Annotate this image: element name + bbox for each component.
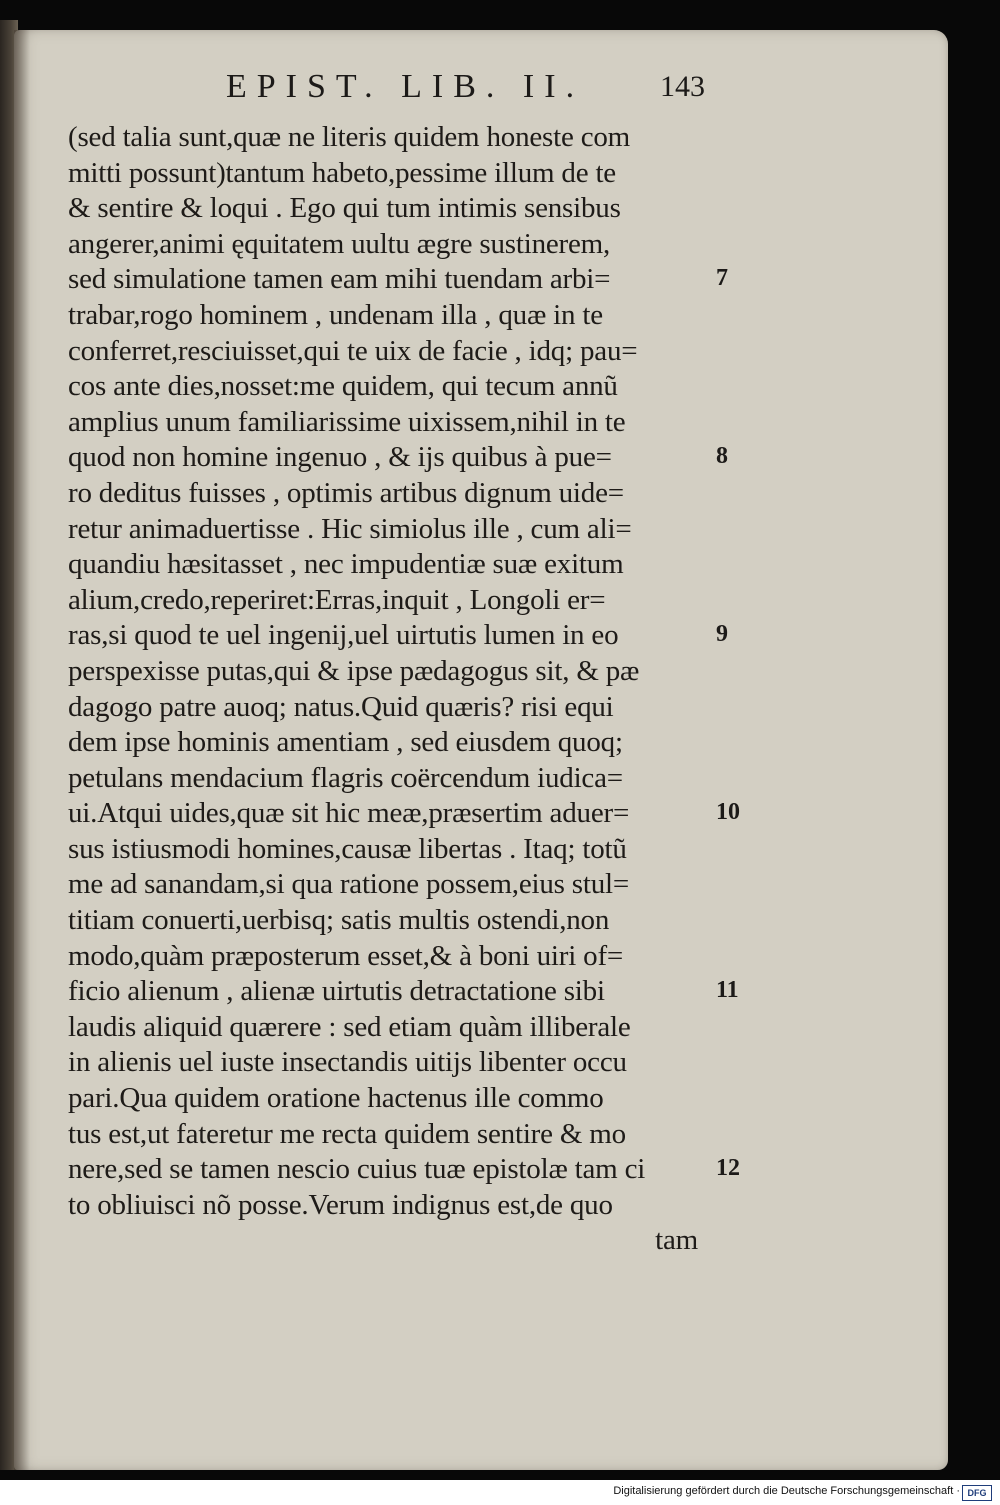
margin-section-number: 11 xyxy=(716,977,739,1004)
text-line: (sed talia sunt,quæ ne literis quidem honeste com xyxy=(68,121,631,153)
digitization-footer xyxy=(0,1480,1000,1505)
text-line: tus est,ut fateretur me recta quidem sentire & mo xyxy=(68,1117,626,1150)
text-line: sed simulatione tamen eam mihi tuendam arbi= xyxy=(68,263,611,296)
text-line: in alienis uel iuste insectandis uitijs libenter occu xyxy=(68,1046,627,1079)
margin-section-number: 7 xyxy=(716,265,728,292)
text-line: dem ipse hominis amentiam , sed eiusdem quoq; xyxy=(68,726,623,759)
text-line: trabar,rogo hominem , undenam illa , quæ in te xyxy=(68,298,603,331)
text-line: angerer,animi ęquitatem uultu ægre sustinerem, xyxy=(68,227,611,260)
page-header xyxy=(0,68,1000,108)
text-line: laudis aliquid quærere : sed etiam quàm illiberale xyxy=(68,1010,631,1043)
page-gutter-shadow xyxy=(14,30,30,1470)
margin-section-number: 8 xyxy=(716,443,728,470)
text-line: sus istiusmodi homines,causæ libertas . Itaq; totũ xyxy=(68,832,627,865)
margin-section-number: 9 xyxy=(716,621,728,648)
text-line: quandiu hæsitasset , nec impudentiæ suæ exitum xyxy=(68,548,624,581)
page-number: 143 xyxy=(660,70,705,103)
body-text xyxy=(68,120,748,1259)
text-line: conferret,resciuisset,qui te uix de facie , idq; pau= xyxy=(68,334,638,367)
text-line: & sentire & loqui . Ego qui tum intimis sensibus xyxy=(68,192,621,225)
text-line: titiam conuerti,uerbisq; satis multis ostendi,non xyxy=(68,904,610,937)
text-line: ro deditus fuisses , optimis artibus dignum uide= xyxy=(68,476,624,509)
text-line: dagogo patre auoq; natus.Quid quæris? risi equi xyxy=(68,690,614,723)
text-line: perspexisse putas,qui & ipse pædagogus sit, & pæ xyxy=(68,654,640,687)
text-line: amplius unum familiarissime uixissem,nihil in te xyxy=(68,405,626,438)
text-line: mitti possunt)tantum habeto,pessime illum de te xyxy=(68,156,616,189)
text-line: ras,si quod te uel ingenij,uel uirtutis lumen in eo xyxy=(68,619,619,652)
text-line: retur animaduertisse . Hic simiolus ille , cum ali= xyxy=(68,512,632,545)
text-line: ficio alienum , alienæ uirtutis detractatione sibi xyxy=(68,975,605,1008)
footer-credit: Digitalisierung gefördert durch die Deutsche Forschungsgemeinschaft · xyxy=(613,1485,960,1497)
dfg-logo: DFG xyxy=(962,1485,992,1501)
text-line: to obliuisci nõ posse.Verum indignus est,de quo xyxy=(68,1188,613,1221)
running-head: EPIST. LIB. II. xyxy=(226,68,585,105)
text-line: modo,quàm præposterum esset,& à boni uiri of= xyxy=(68,939,624,972)
catchword: tam xyxy=(655,1224,698,1257)
text-line: nere,sed se tamen nescio cuius tuæ epistolæ tam ci xyxy=(68,1153,646,1186)
margin-section-number: 12 xyxy=(716,1155,740,1182)
text-line: ui.Atqui uides,quæ sit hic meæ,præsertim aduer= xyxy=(68,797,630,830)
text-line: me ad sanandam,si qua ratione possem,eius stul= xyxy=(68,868,630,901)
margin-section-number: 10 xyxy=(716,799,740,826)
text-line: pari.Qua quidem oratione hactenus ille commo xyxy=(68,1082,604,1115)
text-line: alium,credo,reperiret:Erras,inquit , Longoli er= xyxy=(68,583,606,616)
text-line: petulans mendacium flagris coërcendum iudica= xyxy=(68,761,623,794)
text-line: cos ante dies,nosset:me quidem, qui tecum annũ xyxy=(68,370,618,403)
text-line: quod non homine ingenuo , & ijs quibus à pue= xyxy=(68,441,612,474)
